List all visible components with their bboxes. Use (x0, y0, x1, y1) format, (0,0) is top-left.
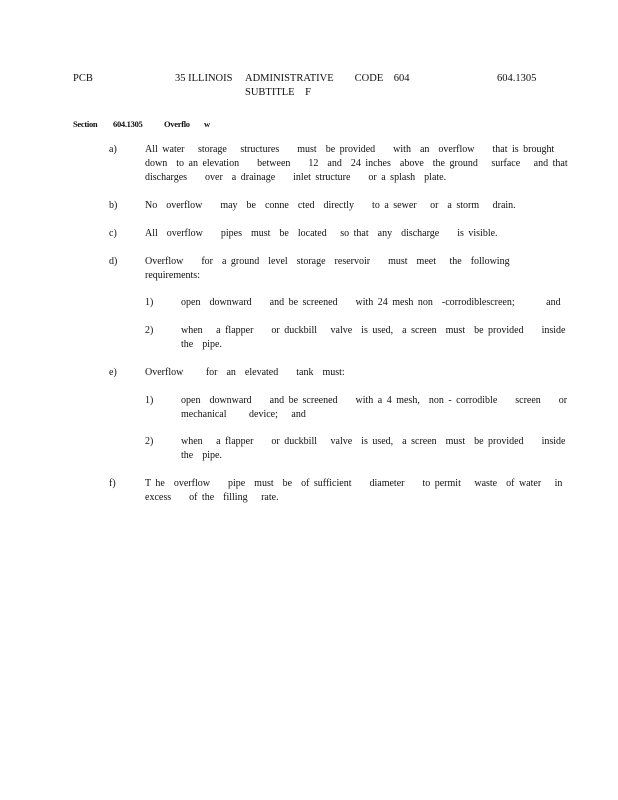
item-f-text (145, 477, 562, 505)
item-a-line-2: down to an elevation between 12 and 24 inches above the ground surface and that (145, 158, 568, 169)
item-e-label: e) (109, 367, 117, 378)
item-d2-text (181, 324, 565, 352)
item-b-label: b) (109, 200, 118, 211)
section-title: Overflo (164, 119, 190, 129)
item-d1-text (181, 296, 561, 310)
section-number: 604.1305 (113, 119, 143, 129)
item-e2-line-2: the pipe. (181, 450, 222, 461)
item-e2-text (181, 435, 565, 463)
item-a-label: a) (109, 144, 117, 155)
item-d-line-1: Overflow for a ground level storage reservoir must meet the following (145, 256, 510, 267)
item-d1-label: 1) (145, 297, 154, 308)
item-b-text (145, 199, 516, 213)
item-a-line-3: discharges over a drainage inlet structure or a splash plate. (145, 172, 447, 183)
item-f-line-2: excess of the filling rate. (145, 492, 279, 503)
item-c-text (145, 227, 498, 241)
item-f-label: f) (109, 478, 116, 489)
header-center-line1: 35 ILLINOIS ADMINISTRATIVE CODE 604 (175, 73, 410, 84)
item-e-text (145, 366, 345, 380)
item-d2-label: 2) (145, 325, 154, 336)
item-d2-line-1: when a flapper or duckbill valve is used, a screen must be provided inside (181, 325, 566, 336)
item-d-line-2: requirements: (145, 270, 200, 281)
item-e1-text (181, 394, 567, 422)
item-d-text (145, 255, 510, 283)
item-d2-line-2: the pipe. (181, 339, 222, 350)
item-f-line-1: T he overflow pipe must be of sufficient diameter to permit waste of water in (145, 478, 563, 489)
section-title-tail: w (204, 119, 210, 129)
header-left: PCB (73, 73, 93, 84)
item-d-label: d) (109, 256, 118, 267)
section-label: Section (73, 119, 98, 129)
item-c-label: c) (109, 228, 117, 239)
item-e2-label: 2) (145, 436, 154, 447)
item-c-line-1: All overflow pipes must be located so that any discharge is visible. (145, 228, 498, 239)
item-e1-line-1: open downward and be screened with a 4 mesh, non - corrodible screen or (181, 395, 568, 406)
item-e1-line-2: mechanical device; and (181, 409, 306, 420)
item-a-line-1: All water storage structures must be provided with an overflow that is brought (145, 144, 555, 155)
item-e1-label: 1) (145, 395, 154, 406)
item-b-line-1: No overflow may be conne cted directly to a sewer or a storm drain. (145, 200, 516, 211)
item-d1-line-1: open downward and be screened with 24 mesh non -corrodiblescreen; and (181, 297, 561, 308)
header-center-line2: SUBTITLE F (245, 87, 311, 98)
item-a-text (145, 143, 568, 185)
item-e2-line-1: when a flapper or duckbill valve is used, a screen must be provided inside (181, 436, 566, 447)
header-right: 604.1305 (497, 73, 537, 84)
item-e-line-1: Overflow for an elevated tank must: (145, 367, 345, 378)
